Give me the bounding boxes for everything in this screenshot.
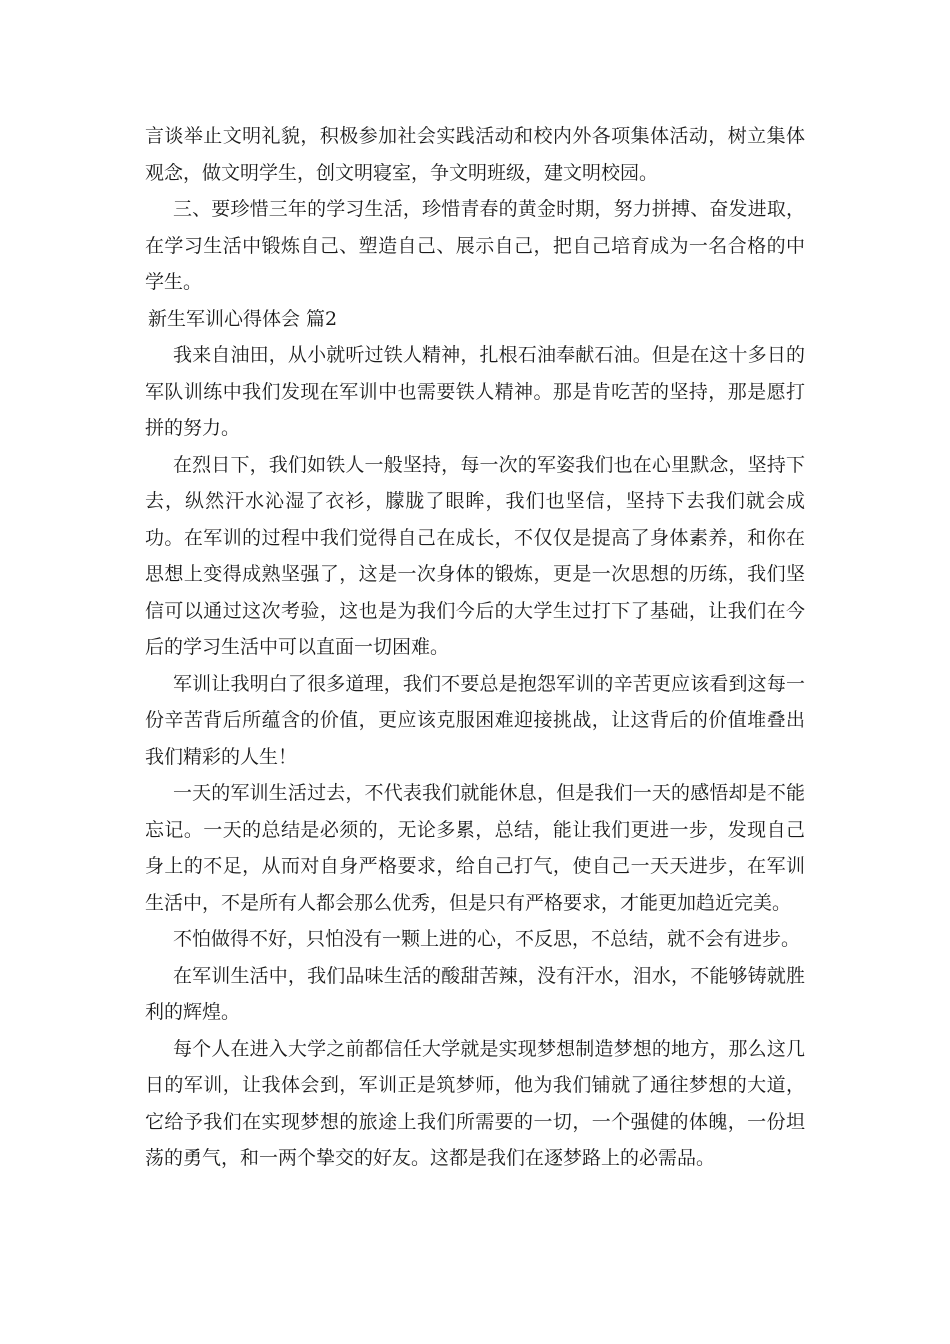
paragraph: 军训让我明白了很多道理，我们不要总是抱怨军训的辛苦更应该看到这每一份辛苦背后所蕴含的价值，更应该克服困难迎接挑战，让这背后的价值堆叠出我们精彩的人生！ xyxy=(145,672,805,768)
document-page xyxy=(145,118,805,1177)
paragraph: 每个人在进入大学之前都信任大学就是实现梦想制造梦想的地方，那么这几日的军训，让我体会到，军训正是筑梦师，他为我们铺就了通往梦想的大道，它给予我们在实现梦想的旅途上我们所需要的一切，一个强健的体魄，一份坦荡的勇气，和一两个挚交的好友。这都是我们在逐梦路上的必需品。 xyxy=(145,1037,805,1169)
section-title: 新生军训心得体会 篇2 xyxy=(148,307,338,330)
paragraph: 不怕做得不好，只怕没有一颗上进的心，不反思，不总结，就不会有进步。 xyxy=(173,928,801,950)
paragraph: 我来自油田，从小就听过铁人精神，扎根石油奉献石油。但是在这十多日的军队训练中我们发现在军训中也需要铁人精神。那是肯吃苦的坚持，那是愿打拼的努力。 xyxy=(145,344,805,439)
paragraph: 在烈日下，我们如铁人一般坚持，每一次的军姿我们也在心里默念，坚持下去，纵然汗水沁湿了衣衫，朦胧了眼眸，我们也坚信，坚持下去我们就会成功。在军训的过程中我们觉得自己在成长，不仅仅是提高了身体素养，和你在思想上变得成熟坚强了，这是一次身体的锻炼，更是一次思想的历练，我们坚信可以通过这次考验，这也是为我们今后的大学生过打下了基础，让我们在今后的学习生活中可以直面一切困难。 xyxy=(145,453,805,658)
paragraph: 一天的军训生活过去，不代表我们就能休息，但是我们一天的感悟却是不能忘记。一天的总结是必须的，无论多累，总结，能让我们更进一步，发现自己身上的不足，从而对自身严格要求，给自己打气，使自己一天天进步，在军训生活中，不是所有人都会那么优秀，但是只有严格要求，才能更加趋近完美。 xyxy=(145,782,805,914)
paragraph-continued: 言谈举止文明礼貌，积极参加社会实践活动和校内外各项集体活动，树立集体观念，做文明学生，创文明寝室，争文明班级，建文明校园。 xyxy=(145,125,805,184)
paragraph-point-three: 三、要珍惜三年的学习生活，珍惜青春的黄金时期，努力拼搏、奋发进取，在学习生活中锻炼自己、塑造自己、展示自己，把自己培育成为一名合格的中学生。 xyxy=(145,198,805,293)
paragraph: 在军训生活中，我们品味生活的酸甜苦辣，没有汗水，泪水，不能够铸就胜利的辉煌。 xyxy=(145,964,805,1023)
section-title-wrap xyxy=(145,301,805,338)
